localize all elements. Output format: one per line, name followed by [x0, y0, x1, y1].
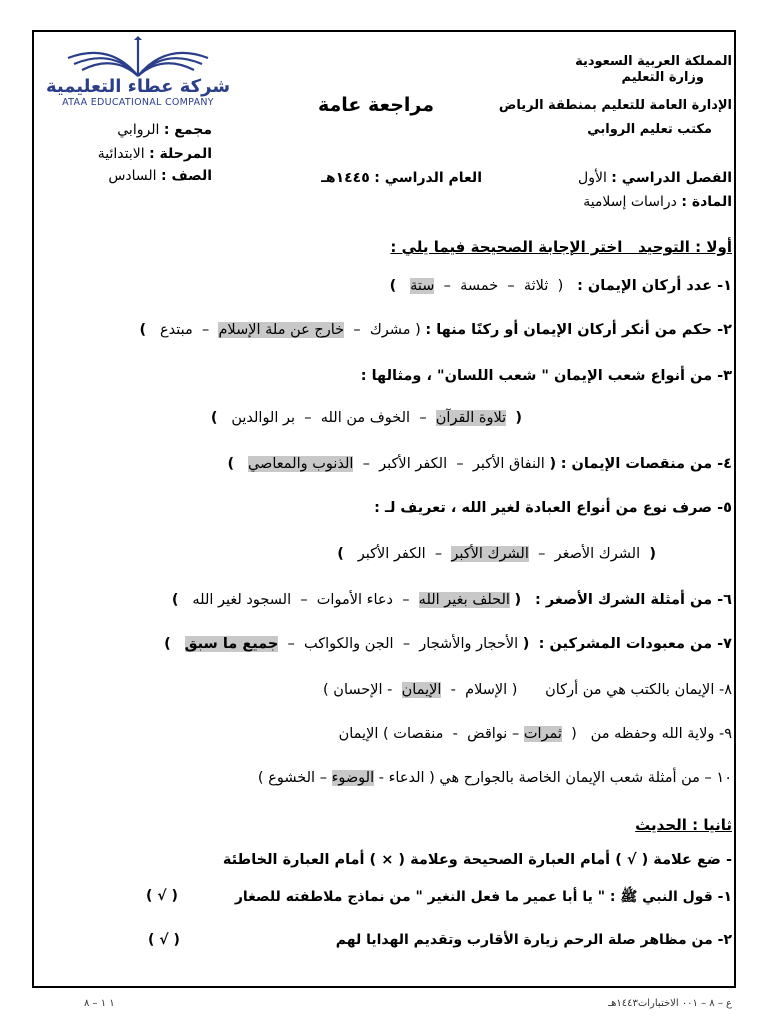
- separator: -: [378, 770, 384, 786]
- question-7: [164, 636, 732, 652]
- separator: –: [538, 546, 546, 562]
- separator: –: [362, 456, 370, 472]
- q9-option-1-highlighted[interactable]: ثمرات: [523, 726, 562, 742]
- separator: -: [452, 726, 458, 742]
- q9-option-2[interactable]: نواقض: [467, 726, 508, 742]
- paren-open: (: [649, 546, 656, 562]
- q3-option-3[interactable]: بر الوالدين: [231, 410, 296, 426]
- q6-option-2[interactable]: دعاء الأموات: [316, 592, 393, 608]
- section2-instruction: - ضع علامة ( √ ) أمام العبارة الصحيحة وعلامة ( × ) أمام العبارة الخاطئة: [222, 852, 732, 868]
- header-directorate: الإدارة العامة للتعليم بمنطقة الرياض: [498, 98, 732, 113]
- paren-open: (: [514, 592, 522, 608]
- separator: -: [387, 682, 393, 698]
- grade-field: [108, 168, 212, 184]
- complex-value: الروابي: [117, 122, 160, 138]
- footer-page: ١ ١ – ٨: [84, 998, 115, 1009]
- q8-option-1[interactable]: الإسلام: [465, 682, 508, 698]
- section1-instruction: اختر الإجابة الصحيحة فيما يلي :: [390, 238, 623, 256]
- paren-close: ): [337, 546, 344, 562]
- q2-option-2-highlighted[interactable]: خارج عن ملة الإسلام: [218, 322, 345, 338]
- statement-1: ١- قول النبي ﷺ : " يا أبا عمير ما فعل النغير " من نماذج ملاطفته للصغار: [234, 889, 732, 905]
- question-5-options: [337, 546, 656, 562]
- question-4-prompt: ٤- من منقصات الإيمان :: [560, 456, 732, 472]
- grade-label: الصف :: [161, 168, 212, 184]
- separator: –: [304, 410, 312, 426]
- q3-option-1-highlighted[interactable]: تلاوة القرآن: [435, 410, 507, 426]
- q1-option-2[interactable]: خمسة: [460, 278, 499, 294]
- q5-option-2-highlighted[interactable]: الشرك الأكبر: [451, 546, 529, 562]
- question-6: [172, 592, 732, 608]
- stage-field: [98, 146, 212, 162]
- q7-option-1[interactable]: الأحجار والأشجار: [419, 636, 519, 652]
- separator: –: [300, 592, 308, 608]
- question-3-options: [211, 410, 522, 426]
- q1-option-3-highlighted[interactable]: ستة: [410, 278, 435, 294]
- q6-option-1-highlighted[interactable]: الحلف بغير الله: [418, 592, 510, 608]
- q5-option-3[interactable]: الكفر الأكبر: [357, 546, 426, 562]
- separator: –: [419, 410, 427, 426]
- separator: –: [287, 636, 295, 652]
- semester-value: الأول: [578, 170, 607, 186]
- grade-value: السادس: [108, 168, 157, 184]
- paren-open: (: [571, 726, 577, 742]
- question-7-prompt: ٧- من معبودات المشركين :: [538, 636, 732, 652]
- paren-open: (: [511, 682, 518, 698]
- paren-close: ): [164, 636, 171, 652]
- paren-close: ): [383, 726, 389, 742]
- paren-close: ): [139, 322, 147, 338]
- year-label: العام الدراسي :: [374, 170, 482, 186]
- q8-option-2-highlighted[interactable]: الإيمان: [401, 682, 442, 698]
- q7-option-2[interactable]: الجن والكواكب: [304, 636, 394, 652]
- complex-label: مجمع :: [163, 122, 212, 138]
- paren-close: ): [323, 682, 329, 698]
- q5-option-1[interactable]: الشرك الأصغر: [554, 546, 641, 562]
- question-6-prompt: ٦- من أمثلة الشرك الأصغر :: [535, 592, 732, 608]
- year-value: ١٤٤٥هـ: [321, 170, 370, 186]
- separator: –: [507, 278, 515, 294]
- section1-title: أولا : التوحيد: [638, 238, 732, 256]
- stage-label: المرحلة :: [149, 146, 212, 162]
- q1-option-1[interactable]: ثلاثة: [523, 278, 549, 294]
- statement-2: ٢- من مظاهر صلة الرحم زيارة الأقارب وتقديم الهدايا لهم: [335, 932, 732, 948]
- q2-option-3[interactable]: مبتدع: [159, 322, 193, 338]
- footer-code: ع – ٨ – ٠٠١ الاختبارات١٤٤٣هـ: [608, 998, 732, 1009]
- question-4: [228, 456, 733, 472]
- separator: –: [402, 636, 411, 652]
- paren-open: (: [557, 278, 564, 294]
- paren-open: (: [515, 410, 522, 426]
- question-5-prompt: ٥- صرف نوع من أنواع العبادة لغير الله ، تعريف لـ :: [374, 500, 732, 516]
- logo-arabic-text: شركة عطاء التعليمية: [45, 76, 231, 97]
- complex-field: [117, 122, 212, 138]
- semester-field: [578, 170, 732, 186]
- q7-option-3-highlighted[interactable]: جميع ما سبق: [184, 636, 279, 652]
- semester-label: الفصل الدراسي :: [611, 170, 732, 186]
- question-9: [339, 726, 732, 742]
- separator: –: [319, 770, 327, 786]
- question-9-prompt: ٩- ولاية الله وحفظه من: [590, 726, 732, 742]
- paren-open: (: [415, 322, 421, 338]
- q6-option-3[interactable]: السجود لغير الله: [192, 592, 292, 608]
- question-3-prompt: ٣- من أنواع شعب الإيمان " شعب اللسان" ، ومثالها :: [360, 368, 732, 384]
- question-2-prompt: ٢- حكم من أنكر أركان الإيمان أو ركنًا منها :: [425, 322, 732, 338]
- q3-option-2[interactable]: الخوف من الله: [320, 410, 411, 426]
- statement-1-answer[interactable]: ( √ ): [146, 888, 178, 904]
- separator: –: [402, 592, 410, 608]
- paren-close: ): [257, 770, 264, 786]
- question-9-tail: الإيمان: [338, 726, 379, 742]
- question-10: [258, 770, 732, 786]
- paren-close: ): [227, 456, 235, 472]
- subject-field: [583, 194, 732, 210]
- section1-heading: [390, 238, 732, 256]
- q4-option-2[interactable]: الكفر الأكبر: [379, 456, 448, 472]
- q10-option-1[interactable]: الدعاء: [388, 770, 425, 786]
- logo-english-text: ATAA EDUCATIONAL COMPANY: [62, 97, 214, 108]
- paren-close: ): [210, 410, 218, 426]
- year-field: [321, 170, 482, 186]
- separator: –: [434, 546, 443, 562]
- q10-option-2-highlighted[interactable]: الوضوء: [331, 770, 375, 786]
- separator: –: [456, 456, 464, 472]
- header-office: مكتب تعليم الروابي: [587, 122, 712, 137]
- question-2: [140, 322, 732, 338]
- q10-option-3[interactable]: الخشوع: [268, 770, 316, 786]
- separator: –: [201, 322, 210, 338]
- question-1: [390, 278, 732, 294]
- page-title: مراجعة عامة: [317, 94, 434, 116]
- separator: -: [450, 682, 456, 698]
- separator: –: [353, 322, 361, 338]
- section2-heading: ثانيا : الحديث: [635, 816, 732, 834]
- q4-option-1[interactable]: النفاق الأكبر: [472, 456, 545, 472]
- q9-option-3[interactable]: منقصات: [393, 726, 444, 742]
- book-pen-logo-icon: [60, 36, 216, 80]
- question-8-prompt: ٨- الإيمان بالكتب هي من أركان: [545, 682, 732, 698]
- header-country: المملكة العربية السعودية: [575, 54, 732, 69]
- separator: –: [443, 278, 451, 294]
- paren-open: (: [522, 636, 530, 652]
- question-10-prompt: ١٠ – من أمثلة شعب الإيمان الخاصة بالجوارح هي: [439, 770, 732, 786]
- q2-option-1[interactable]: مشرك: [369, 322, 411, 338]
- separator: –: [511, 726, 520, 742]
- subject-value: دراسات إسلامية: [583, 194, 677, 210]
- statement-2-answer[interactable]: ( √ ): [148, 932, 180, 948]
- question-1-prompt: ١- عدد أركان الإيمان :: [577, 278, 732, 294]
- stage-value: الابتدائية: [97, 146, 145, 162]
- subject-label: المادة :: [681, 194, 732, 210]
- q8-option-3[interactable]: الإحسان: [333, 682, 383, 698]
- paren-open: (: [429, 770, 435, 786]
- question-8: [323, 682, 732, 698]
- company-logo: [40, 36, 236, 110]
- header-ministry: وزارة التعليم: [621, 70, 704, 85]
- q4-option-3-highlighted[interactable]: الذنوب والمعاصي: [247, 456, 354, 472]
- paren-open: (: [549, 456, 557, 472]
- paren-close: ): [171, 592, 179, 608]
- paren-close: ): [389, 278, 397, 294]
